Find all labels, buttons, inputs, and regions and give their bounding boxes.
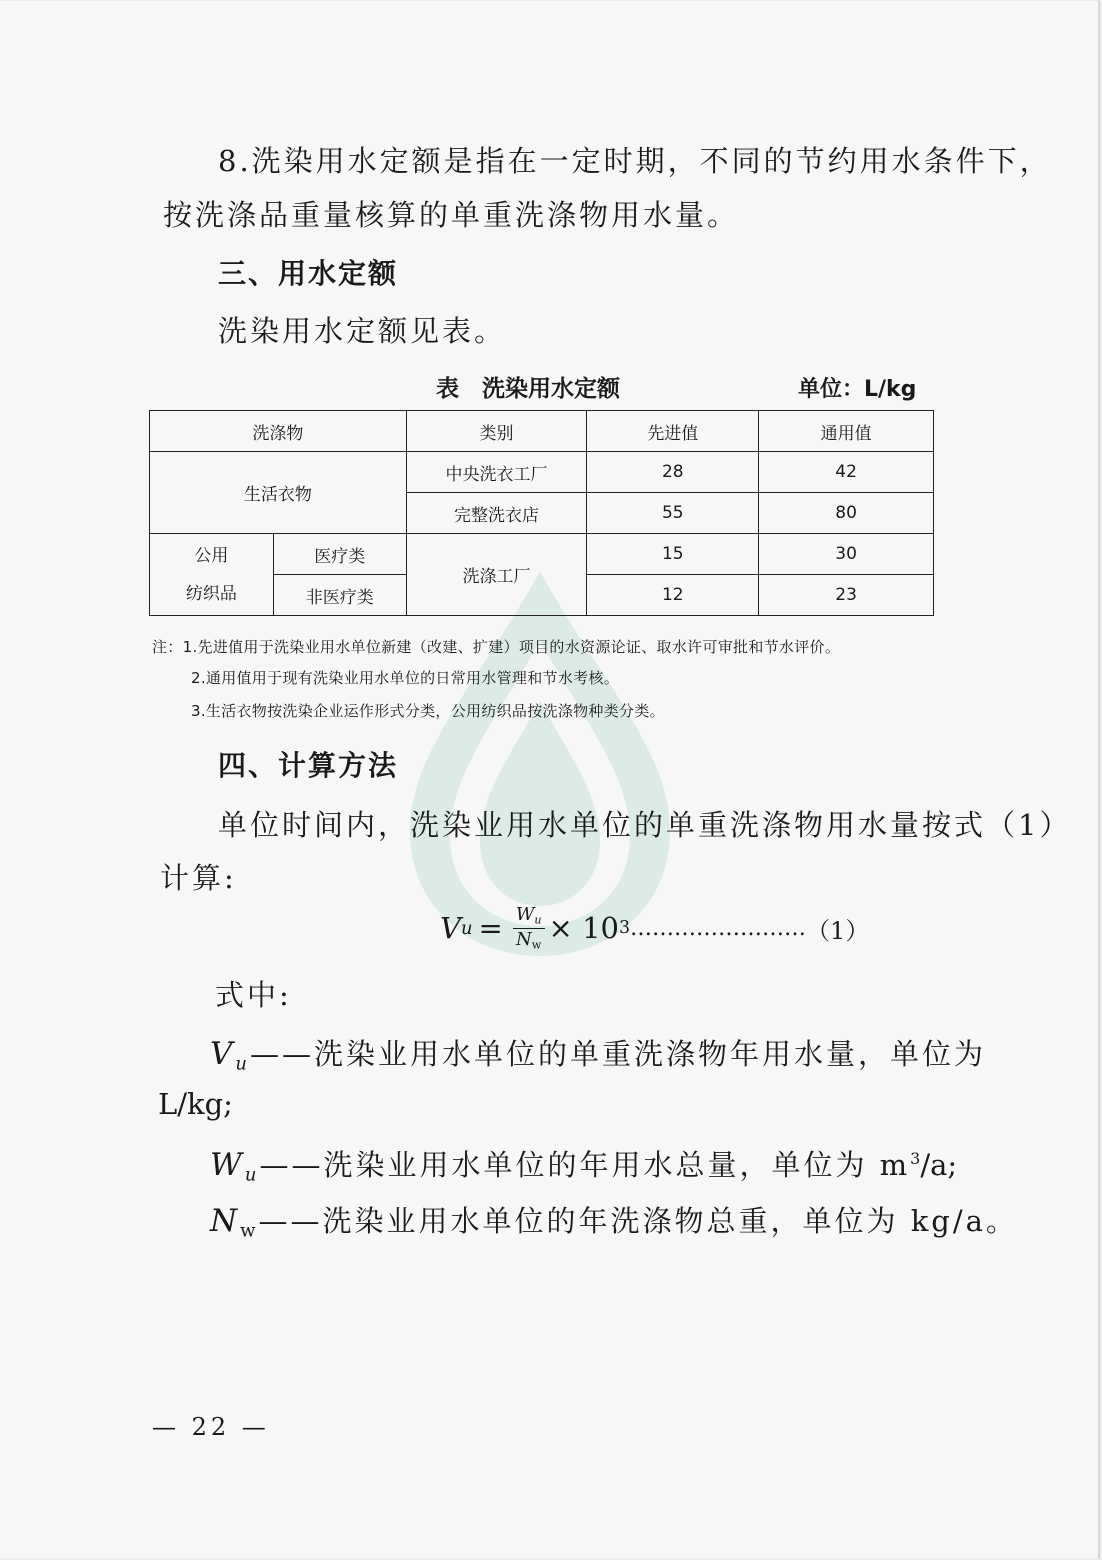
formula-fraction	[513, 905, 545, 951]
table-note-1: 注：1.先进值用于洗染业用水单位新建（改建、扩建）项目的水资源论证、取水许可审批和节水评价。	[152, 638, 841, 656]
formula-lhs-var: V	[440, 911, 461, 946]
group-label-line: 纺织品	[185, 583, 237, 604]
general-value-cell: 30	[759, 534, 934, 575]
table-caption: 表 洗染用水定额	[436, 376, 620, 402]
where-vu-line	[210, 1032, 986, 1074]
nw-var: N	[210, 1203, 241, 1239]
group-label-line: 公用	[194, 545, 229, 566]
general-value-cell: 23	[759, 575, 934, 616]
subcategory-cell: 医疗类	[273, 534, 406, 575]
table-note-3: 3.生活衣物按洗染企业运作形式分类，公用纺织品按洗涤物种类分类。	[191, 702, 665, 720]
wu-sub: u	[244, 1164, 260, 1186]
water-quota-table	[149, 410, 934, 616]
where-label: 式中:	[215, 978, 292, 1012]
wu-sup: 3	[910, 1148, 921, 1168]
advanced-value-cell: 55	[587, 493, 759, 534]
formula-den-sub: w	[531, 937, 542, 951]
where-wu-line	[210, 1143, 957, 1185]
section-4-para-line-2: 计算:	[160, 861, 237, 895]
table-row	[150, 452, 934, 493]
advanced-value-cell: 28	[587, 452, 759, 493]
formula-lhs-sub: u	[460, 917, 473, 939]
formula-equals: =	[478, 911, 503, 946]
general-value-cell: 80	[759, 493, 934, 534]
nw-text: ——洗染业用水单位的年洗涤物总重，单位为 kg/a。	[258, 1204, 1018, 1238]
water-drop-watermark-icon	[390, 561, 690, 961]
wu-end: /a;	[920, 1148, 958, 1182]
formula-number: （1）	[806, 916, 870, 945]
nw-sub: w	[240, 1220, 259, 1242]
section-4-para-line-1: 单位时间内，洗染业用水单位的单重洗涤物用水量按式（1）	[218, 808, 1072, 842]
wu-text: ——洗染业用水单位的年用水总量，单位为 m	[259, 1148, 911, 1182]
where-nw-line	[210, 1199, 1018, 1241]
general-value-cell: 42	[759, 452, 934, 493]
subcategory-cell: 非医疗类	[273, 575, 406, 616]
definition-line-1: 8.洗染用水定额是指在一定时期，不同的节约用水条件下，	[218, 144, 1052, 178]
table-row	[150, 534, 934, 575]
group-label-cell	[150, 534, 274, 616]
formula-times: × 10	[548, 911, 619, 946]
section-3-intro: 洗染用水定额见表。	[218, 314, 507, 348]
header-cell: 先进值	[587, 411, 759, 452]
formula-num-var: W	[515, 904, 535, 925]
group-label-cell: 生活衣物	[150, 452, 407, 534]
table-header-row	[150, 411, 934, 452]
header-cell: 类别	[406, 411, 587, 452]
vu-sub: u	[235, 1053, 250, 1075]
header-cell: 通用值	[759, 411, 934, 452]
table-unit: 单位：L/kg	[798, 377, 917, 402]
category-cell: 完整洗衣店	[406, 493, 587, 534]
document-page	[0, 1, 1100, 1558]
formula-1	[440, 905, 869, 951]
category-cell: 中央洗衣工厂	[406, 452, 587, 493]
definition-line-2: 按洗涤品重量核算的单重洗涤物用水量。	[163, 198, 740, 232]
table-note-2: 2.通用值用于现有洗染业用水单位的日常用水管理和节水考核。	[191, 669, 620, 687]
advanced-value-cell: 12	[587, 575, 759, 616]
vu-var: V	[210, 1036, 236, 1072]
section-3-heading: 三、用水定额	[218, 257, 399, 290]
formula-leader: ……………………	[630, 915, 807, 941]
advanced-value-cell: 15	[587, 534, 759, 575]
wu-var: W	[210, 1147, 245, 1183]
category-cell: 洗涤工厂	[406, 534, 587, 616]
section-4-heading: 四、计算方法	[218, 749, 399, 782]
page-number: — 22 —	[152, 1413, 270, 1441]
where-vu-cont: L/kg;	[158, 1087, 233, 1121]
header-cell: 洗涤物	[150, 411, 407, 452]
formula-den-var: N	[516, 928, 532, 950]
vu-text: ——洗染业用水单位的单重洗涤物年用水量，单位为	[249, 1037, 986, 1071]
formula-num-sub: u	[534, 913, 542, 927]
formula-exp: 3	[618, 918, 631, 939]
